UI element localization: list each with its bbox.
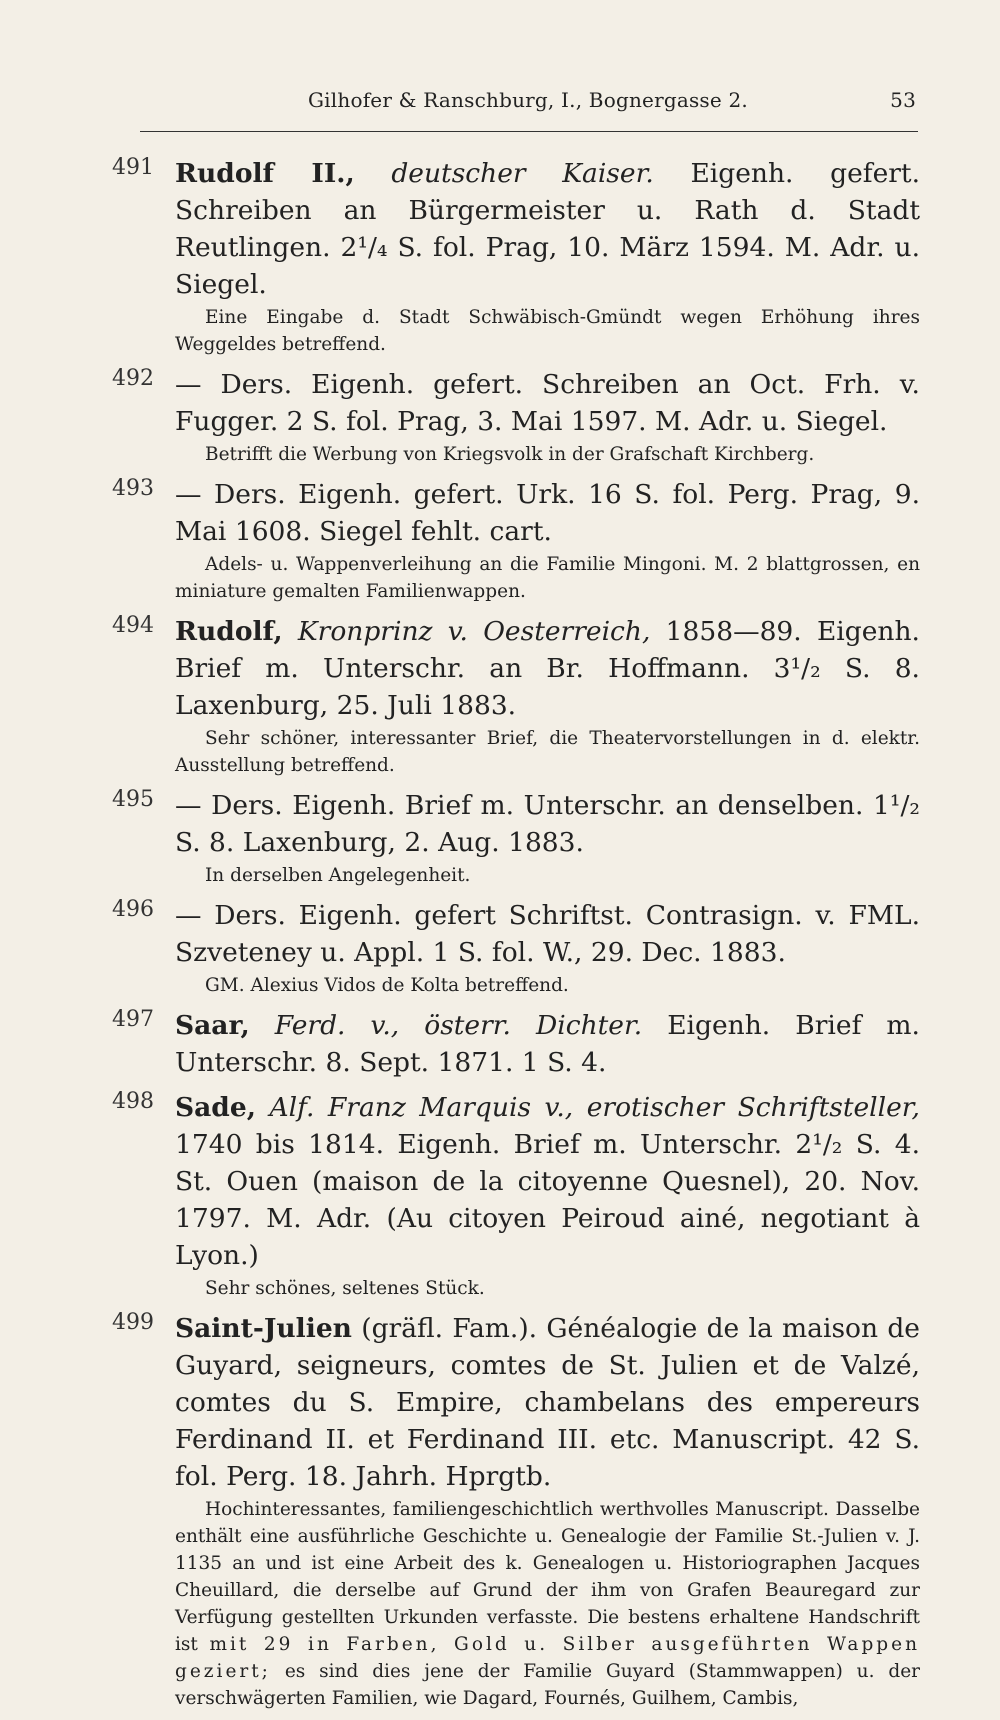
entry-note-part: es sind dies jene der Familie Guyard (Stammwappen) u. der verschwägerten Familien, wie Dagard, Fournés, Guilhem, Cambis,: [175, 1661, 920, 1709]
entry-number: 498: [112, 1089, 154, 1114]
entry-number: 491: [112, 155, 154, 180]
entry-number: 492: [112, 366, 154, 391]
entry-note: Adels- u. Wappenverleihung an die Familie Mingoni. M. 2 blattgrossen, en miniature gemalten Familienwappen.: [175, 554, 920, 602]
entry-body: [175, 1089, 920, 1274]
entry-number: 496: [112, 897, 154, 922]
entry-body: [175, 1007, 920, 1081]
entry-list: [0, 155, 1000, 1720]
entry-name: Sade,: [175, 1092, 256, 1123]
entry-494: [0, 613, 1000, 779]
entry-number: 497: [112, 1007, 154, 1032]
entry-name: Saint-Julien: [175, 1313, 352, 1344]
entry-496: [0, 897, 1000, 999]
entry-note: Eine Eingabe d. Stadt Schwäbisch-Gmündt wegen Erhöhung ihres Weggeldes betreffend.: [175, 307, 920, 355]
entry-number: 493: [112, 476, 154, 501]
header-rule: [140, 131, 918, 132]
entry-text: — Ders. Eigenh. Brief m. Unterschr. an denselben. 1¹/₂ S. 8. Laxenburg, 2. Aug. 1883.: [175, 790, 920, 858]
entry-note: In derselben Angelegenheit.: [205, 865, 471, 886]
entry-number: 499: [112, 1310, 154, 1335]
running-title: Gilhofer & Ranschburg, I., Bognergasse 2.: [308, 88, 748, 112]
entry-body: [175, 476, 920, 550]
entry-body: [175, 366, 920, 440]
entry-491: [0, 155, 1000, 358]
entry-description: deutscher Kaiser.: [391, 158, 654, 189]
entry-492: [0, 366, 1000, 468]
entry-note: [175, 1496, 920, 1712]
entry-body: [175, 787, 920, 861]
entry-description: Kronprinz v. Oesterreich,: [297, 616, 651, 647]
entry-text: — Ders. Eigenh. gefert. Schreiben an Oct. Frh. v. Fugger. 2 S. fol. Prag, 3. Mai 1597. M. Adr. u. Siegel.: [175, 369, 920, 437]
entry-number: 495: [112, 787, 154, 812]
entry-note: Betrifft die Werbung von Kriegsvolk in der Grafschaft Kirchberg.: [205, 444, 815, 465]
entry-note-part: Hochinteressantes, familiengeschichtlich werthvolles Manuscript. Dasselbe enthält eine ausführliche Geschichte u. Genealogie der Familie St.-Julien v. J. 1135 an und ist eine Arbeit des k. Genealogen u. Historiographen Jacques Cheuillard, die derselbe auf Grund der ihm von Grafen Beauregard zur Verfügung gestellten Urkunden verfasste. Die bestens erhaltene Handschrift ist: [175, 1499, 920, 1655]
entry-text: — Ders. Eigenh. gefert Schriftst. Contrasign. v. FML. Szveteney u. Appl. 1 S. fol. W., 29. Dec. 1883.: [175, 900, 920, 968]
entry-text: (gräfl. Fam.). Généalogie de la maison de Guyard, seigneurs, comtes de St. Julien et de Valzé, comtes du S. Empire, chambelans des empereurs Ferdinand II. et Ferdinand III. etc. Manuscript. 42 S. fol. Perg. 18. Jahrh. Hprgtb.: [175, 1313, 920, 1492]
entry-description: Ferd. v., österr. Dichter.: [274, 1010, 643, 1041]
entry-body: [175, 155, 920, 303]
entry-description: Alf. Franz Marquis v., erotischer Schriftsteller,: [269, 1092, 920, 1123]
entry-493: [0, 476, 1000, 605]
entry-note: Sehr schöner, interessanter Brief, die Theatervorstellungen in d. elektr. Ausstellung betreffend.: [175, 728, 920, 776]
entry-text: 1858—89. Eigenh. Brief m. Unterschr. an Br. Hoffmann. 3¹/₂ S. 8. Laxenburg, 25. Juli 1883.: [175, 616, 920, 721]
entry-497: [0, 1007, 1000, 1081]
entry-text: Eigenh. gefert. Schreiben an Bürgermeister u. Rath d. Stadt Reutlingen. 2¹/₄ S. fol. Prag, 10. März 1594. M. Adr. u. Siegel.: [175, 158, 920, 300]
entry-text: — Ders. Eigenh. gefert. Urk. 16 S. fol. Perg. Prag, 9. Mai 1608. Siegel fehlt. cart.: [175, 479, 920, 547]
entry-name: Rudolf,: [175, 616, 283, 647]
entry-body: [175, 613, 920, 724]
entry-495: [0, 787, 1000, 889]
entry-note: Sehr schönes, seltenes Stück.: [205, 1278, 485, 1299]
page-number: 53: [890, 88, 916, 112]
entry-text: Eigenh. Brief m. Unterschr. 8. Sept. 1871. 1 S. 4.: [175, 1010, 920, 1078]
entry-499: [0, 1310, 1000, 1712]
entry-text: 1740 bis 1814. Eigenh. Brief m. Unterschr. 2¹/₂ S. 4. St. Ouen (maison de la citoyenne Quesnel), 20. Nov. 1797. M. Adr. (Au citoyen Peiroud ainé, negotiant à Lyon.): [175, 1129, 920, 1271]
entry-body: [175, 897, 920, 971]
entry-note: GM. Alexius Vidos de Kolta betreffend.: [205, 975, 569, 996]
entry-name: Saar,: [175, 1010, 250, 1041]
entry-498: [0, 1089, 1000, 1302]
entry-name: Rudolf II.,: [175, 158, 355, 189]
entry-number: 494: [112, 613, 154, 638]
entry-body: [175, 1310, 920, 1495]
entry-note-spaced: mit 29 in Farben, Gold u. Silber ausgeführten Wappen geziert;: [175, 1634, 920, 1682]
